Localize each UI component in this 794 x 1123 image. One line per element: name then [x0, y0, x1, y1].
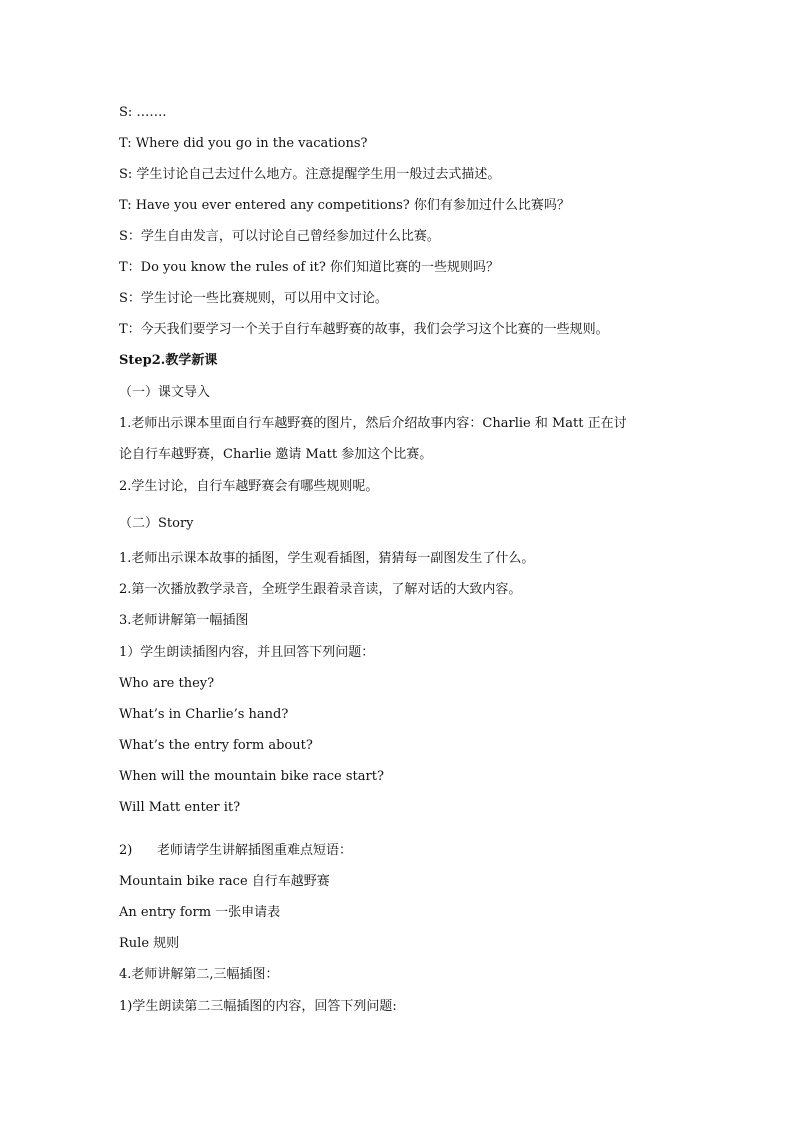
paragraph-line: 2.第一次播放教学录音，全班学生跟着录音读，了解对话的大致内容。 — [119, 582, 522, 597]
paragraph-line: 1）学生朗读插图内容，并且回答下列问题： — [119, 645, 375, 660]
phrase-line: Rule 规则 — [119, 936, 180, 951]
question-line: What’s in Charlie’s hand? — [119, 707, 289, 722]
paragraph-line: 论自行车越野赛，Charlie 邀请 Matt 参加这个比赛。 — [119, 447, 433, 462]
paragraph-line: 1.老师出示课本故事的插图，学生观看插图，猜猜每一副图发生了什么。 — [119, 551, 535, 566]
paragraph-line: 4.老师讲解第二,三幅插图： — [119, 967, 279, 982]
dialogue-line: S：学生自由发言，可以讨论自己曾经参加过什么比赛。 — [119, 229, 440, 244]
paragraph-line: 1.老师出示课本里面自行车越野赛的图片，然后介绍故事内容：Charlie 和 Matt 正在讨 — [119, 416, 627, 431]
phrase-line: Mountain bike race 自行车越野赛 — [119, 874, 330, 889]
dialogue-line: T：Do you know the rules of it? 你们知道比赛的一些规则吗？ — [119, 260, 499, 275]
dialogue-line: T: Where did you go in the vacations? — [119, 136, 368, 151]
subsection-heading: （二）Story — [119, 516, 194, 531]
list-text: 老师请学生讲解插图重难点短语： — [157, 843, 353, 858]
question-line: What’s the entry form about? — [119, 738, 313, 753]
paragraph-line: 2.学生讨论，自行车越野赛会有哪些规则呢。 — [119, 479, 379, 494]
phrase-line: An entry form 一张申请表 — [119, 905, 281, 920]
dialogue-line: S: 学生讨论自己去过什么地方。注意提醒学生用一般过去式描述。 — [119, 167, 501, 182]
numbered-line — [119, 842, 352, 860]
paragraph-line: 3.老师讲解第一幅插图 — [119, 613, 249, 628]
question-line: Will Matt enter it? — [119, 800, 241, 815]
subsection-heading: （一）课文导入 — [119, 385, 211, 400]
question-line: When will the mountain bike race start? — [119, 769, 384, 784]
paragraph-line: 1)学生朗读第二三幅插图的内容，回答下列问题: — [119, 999, 397, 1014]
dialogue-line: T：今天我们要学习一个关于自行车越野赛的故事，我们会学习这个比赛的一些规则。 — [119, 322, 609, 337]
dialogue-line: T: Have you ever entered any competitions? 你们有参加过什么比赛吗？ — [119, 198, 570, 213]
dialogue-line: S：学生讨论一些比赛规则，可以用中文讨论。 — [119, 291, 388, 306]
section-heading: Step2.教学新课 — [119, 353, 218, 368]
list-number: 2) — [119, 843, 133, 858]
dialogue-line: S: ……. — [119, 105, 167, 120]
question-line: Who are they? — [119, 676, 215, 691]
